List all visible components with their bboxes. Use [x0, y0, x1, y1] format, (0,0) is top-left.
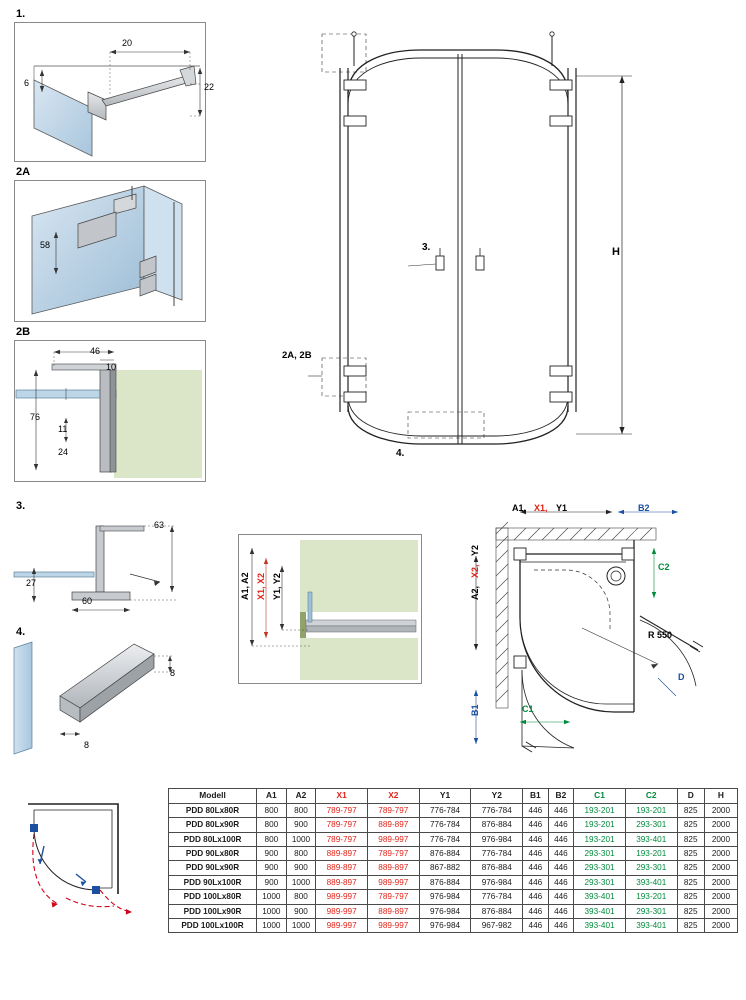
table-cell: 876-884 — [471, 904, 523, 918]
detail-3-drawing — [14, 512, 204, 622]
table-cell: 976-984 — [471, 832, 523, 846]
th-y1: Y1 — [419, 789, 471, 804]
detail-2b-dim-inner: 10 — [106, 362, 117, 372]
detail-1-dim-left: 6 — [24, 78, 30, 88]
detail-4-drawing — [14, 638, 204, 758]
table-cell: 446 — [548, 919, 574, 933]
table-row — [169, 818, 738, 832]
table-cell: 293-301 — [574, 861, 626, 875]
table-cell: 900 — [257, 846, 287, 860]
table-cell: 800 — [257, 803, 287, 817]
table-cell: 900 — [286, 861, 316, 875]
detail-3-dim-60: 60 — [82, 596, 93, 606]
detail-3-dim-27: 27 — [26, 578, 37, 588]
table-cell: 989-997 — [367, 919, 419, 933]
table-cell: 393-401 — [625, 919, 677, 933]
main-elevation-drawing — [300, 20, 640, 470]
table-cell: 1000 — [257, 919, 287, 933]
table-cell: 876-884 — [471, 861, 523, 875]
table-cell: 789-797 — [316, 803, 368, 817]
table-cell: 889-897 — [367, 818, 419, 832]
table-cell: 876-884 — [471, 818, 523, 832]
table-cell: 976-984 — [471, 875, 523, 889]
table-cell: 800 — [257, 818, 287, 832]
table-cell: 446 — [548, 890, 574, 904]
table-cell: 1000 — [286, 875, 316, 889]
detail-2b-drawing — [14, 340, 204, 480]
table-cell-model: PDD 80Lx80R — [169, 803, 257, 817]
table-cell: 446 — [548, 875, 574, 889]
table-row — [169, 861, 738, 875]
table-cell: 889-897 — [316, 875, 368, 889]
th-y2: Y2 — [471, 789, 523, 804]
table-cell: 2000 — [704, 890, 737, 904]
table-cell: 1000 — [257, 904, 287, 918]
table-cell: 900 — [257, 875, 287, 889]
table-cell: 867-882 — [419, 861, 471, 875]
table-cell: 1000 — [286, 832, 316, 846]
table-cell-model: PDD 100Lx80R — [169, 890, 257, 904]
plan-label-b1: B1 — [470, 704, 480, 716]
table-cell: 446 — [548, 818, 574, 832]
table-cell: 825 — [677, 803, 704, 817]
plan-label-a1: A1, — [512, 503, 527, 513]
table-cell: 825 — [677, 875, 704, 889]
table-cell: 989-997 — [367, 832, 419, 846]
table-cell: 900 — [286, 904, 316, 918]
table-cell: 446 — [523, 846, 549, 860]
detail-2a-dim: 58 — [40, 240, 51, 250]
step-label-2b: 2B — [16, 326, 31, 338]
th-b1: B1 — [523, 789, 549, 804]
section-label-a1a2: A1, A2 — [240, 572, 250, 600]
table-cell: 789-797 — [367, 846, 419, 860]
table-cell: 446 — [523, 803, 549, 817]
detail-1-dim-right: 22 — [204, 82, 215, 92]
detail-2b-dim-top: 46 — [90, 346, 101, 356]
table-cell-model: PDD 100Lx100R — [169, 919, 257, 933]
table-cell: 393-401 — [574, 904, 626, 918]
th-x2: X2 — [367, 789, 419, 804]
table-cell: 876-884 — [419, 846, 471, 860]
table-cell: 789-797 — [316, 832, 368, 846]
th-x1: X1 — [316, 789, 368, 804]
th-modell: Modell — [169, 789, 257, 804]
table-cell: 989-997 — [316, 904, 368, 918]
table-cell: 800 — [286, 890, 316, 904]
table-cell-model: PDD 90Lx90R — [169, 861, 257, 875]
detail-2b-dim-76: 76 — [30, 412, 41, 422]
detail-4-dim-bottom: 8 — [84, 740, 90, 750]
table-cell: 293-301 — [625, 904, 677, 918]
detail-3-dim-63: 63 — [154, 520, 165, 530]
plan-label-y2: Y2 — [470, 544, 480, 556]
table-row — [169, 890, 738, 904]
plan-drawing — [462, 500, 722, 770]
section-label-y1y2: Y1, Y2 — [272, 573, 282, 600]
table-cell: 293-301 — [625, 818, 677, 832]
detail-2b-dim-11: 11 — [58, 424, 68, 434]
table-cell: 776-784 — [419, 818, 471, 832]
table-cell: 446 — [548, 846, 574, 860]
table-cell: 800 — [257, 832, 287, 846]
table-cell: 825 — [677, 846, 704, 860]
table-cell: 293-301 — [574, 846, 626, 860]
main-label-2a2b: 2A, 2B — [282, 350, 312, 361]
main-label-4: 4. — [396, 448, 405, 459]
table-cell: 967-982 — [471, 919, 523, 933]
table-cell-model: PDD 90Lx80R — [169, 846, 257, 860]
th-a2: A2 — [286, 789, 316, 804]
main-label-h: H — [612, 246, 620, 258]
table-cell: 825 — [677, 818, 704, 832]
section-label-x1x2: X1, X2 — [256, 572, 266, 600]
plan-label-a2: A2, — [470, 585, 480, 600]
table-cell: 825 — [677, 904, 704, 918]
table-cell: 446 — [548, 904, 574, 918]
table-cell: 889-897 — [367, 904, 419, 918]
table-cell: 825 — [677, 861, 704, 875]
table-cell: 393-401 — [574, 890, 626, 904]
table-cell: 2000 — [704, 846, 737, 860]
plan-label-x1: X1, — [534, 503, 548, 513]
table-cell: 193-201 — [574, 818, 626, 832]
table-row — [169, 832, 738, 846]
table-cell: 446 — [548, 861, 574, 875]
table-cell: 2000 — [704, 803, 737, 817]
table-cell: 446 — [548, 832, 574, 846]
table-cell: 293-301 — [574, 875, 626, 889]
table-cell: 976-984 — [419, 890, 471, 904]
th-b2: B2 — [548, 789, 574, 804]
table-cell: 989-997 — [316, 890, 368, 904]
table-cell: 2000 — [704, 818, 737, 832]
table-row — [169, 803, 738, 817]
table-cell: 789-797 — [367, 890, 419, 904]
table-cell: 193-201 — [574, 832, 626, 846]
table-cell: 293-301 — [625, 861, 677, 875]
step-label-3: 3. — [16, 500, 26, 512]
table-cell: 889-897 — [316, 861, 368, 875]
table-cell: 976-984 — [419, 919, 471, 933]
table-header-row — [169, 789, 738, 804]
table-cell: 446 — [523, 818, 549, 832]
table-cell: 393-401 — [625, 832, 677, 846]
table-cell: 446 — [523, 861, 549, 875]
table-cell: 789-797 — [316, 818, 368, 832]
table-cell: 2000 — [704, 832, 737, 846]
table-cell: 2000 — [704, 919, 737, 933]
plan-label-radius: R 550 — [648, 630, 673, 640]
table-cell: 193-201 — [574, 803, 626, 817]
th-h: H — [704, 789, 737, 804]
table-cell-model: PDD 90Lx100R — [169, 875, 257, 889]
table-cell: 776-784 — [419, 832, 471, 846]
table-cell: 776-784 — [419, 803, 471, 817]
detail-2b-dim-24: 24 — [58, 447, 69, 457]
table-cell: 800 — [286, 803, 316, 817]
table-cell: 776-784 — [471, 890, 523, 904]
table-cell: 989-997 — [367, 875, 419, 889]
table-row — [169, 919, 738, 933]
table-row — [169, 846, 738, 860]
table-cell: 889-897 — [316, 846, 368, 860]
table-cell: 446 — [548, 803, 574, 817]
table-cell-model: PDD 80Lx100R — [169, 832, 257, 846]
table-cell: 193-201 — [625, 890, 677, 904]
table-cell: 446 — [523, 919, 549, 933]
table-cell: 789-797 — [367, 803, 419, 817]
table-cell: 900 — [286, 818, 316, 832]
step-label-4: 4. — [16, 626, 26, 638]
table-cell: 800 — [286, 846, 316, 860]
table-cell: 393-401 — [625, 875, 677, 889]
th-c2: C2 — [625, 789, 677, 804]
detail-1-dim-top: 20 — [122, 38, 133, 48]
table-cell-model: PDD 80Lx90R — [169, 818, 257, 832]
table-cell: 2000 — [704, 861, 737, 875]
plan-label-c2: C2 — [658, 562, 670, 572]
detail-2a-drawing — [14, 180, 204, 320]
table-cell: 446 — [523, 904, 549, 918]
step-label-2a: 2A — [16, 166, 31, 178]
table-cell: 825 — [677, 890, 704, 904]
table-cell: 989-997 — [316, 919, 368, 933]
plan-label-c1: C1 — [522, 704, 534, 714]
table-cell: 446 — [523, 890, 549, 904]
table-cell: 2000 — [704, 875, 737, 889]
table-cell: 193-201 — [625, 846, 677, 860]
detail-1-drawing — [14, 22, 204, 160]
plan-label-x2: X2, — [470, 564, 480, 578]
plan-label-b2: B2 — [638, 503, 650, 513]
table-cell: 776-784 — [471, 846, 523, 860]
table-cell: 825 — [677, 832, 704, 846]
table-cell: 1000 — [257, 890, 287, 904]
table-cell: 889-897 — [367, 861, 419, 875]
specification-table — [168, 788, 738, 933]
plan-label-d: D — [678, 672, 685, 682]
detail-4-dim-right: 8 — [170, 668, 176, 678]
table-row — [169, 875, 738, 889]
table-cell: 193-201 — [625, 803, 677, 817]
table-cell: 446 — [523, 832, 549, 846]
table-cell: 876-884 — [419, 875, 471, 889]
table-cell: 976-984 — [419, 904, 471, 918]
th-d: D — [677, 789, 704, 804]
plan-label-y1: Y1 — [556, 503, 568, 513]
table-cell: 393-401 — [574, 919, 626, 933]
main-label-3: 3. — [422, 242, 431, 253]
table-row — [169, 904, 738, 918]
table-cell-model: PDD 100Lx90R — [169, 904, 257, 918]
th-a1: A1 — [257, 789, 287, 804]
table-cell: 1000 — [286, 919, 316, 933]
door-swing-diagram — [14, 790, 160, 920]
table-cell: 446 — [523, 875, 549, 889]
table-cell: 825 — [677, 919, 704, 933]
section-drawing — [238, 534, 420, 682]
table-cell: 2000 — [704, 904, 737, 918]
table-cell: 900 — [257, 861, 287, 875]
th-c1: C1 — [574, 789, 626, 804]
table-cell: 776-784 — [471, 803, 523, 817]
step-label-1: 1. — [16, 8, 26, 20]
